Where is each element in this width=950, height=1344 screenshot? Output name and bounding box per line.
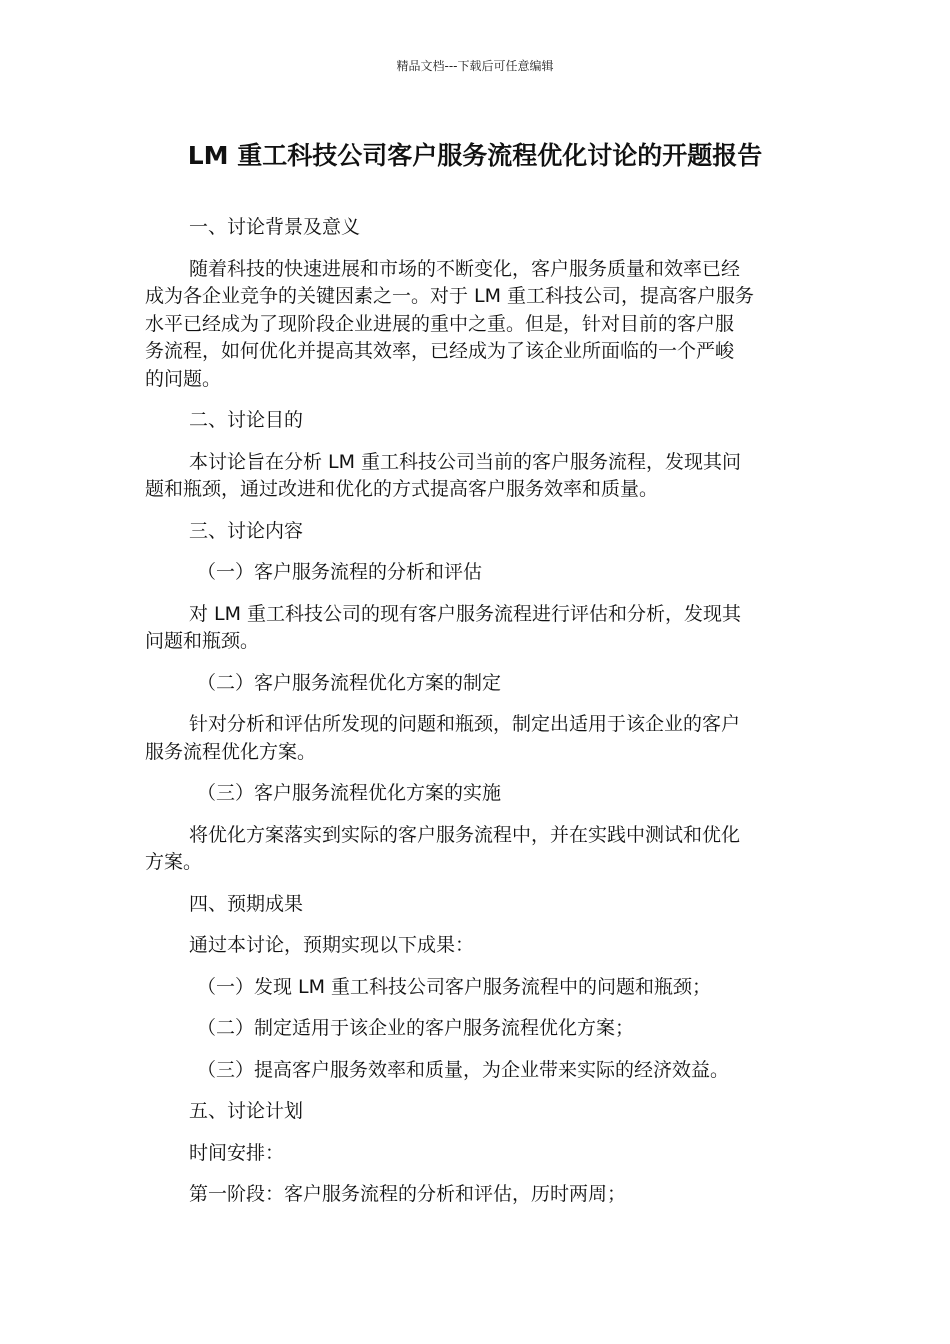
outcome-item: （一）发现 LM 重工科技公司客户服务流程中的问题和瓶颈； — [197, 975, 712, 998]
paragraph-line: 对 LM 重工科技公司的现有客户服务流程进行评估和分析，发现其 — [189, 602, 742, 625]
paragraph-line: 随着科技的快速进展和市场的不断变化，客户服务质量和效率已经 — [189, 257, 741, 280]
paragraph-plan-design — [145, 711, 807, 766]
paragraph-line: 题和瓶颈，通过改进和优化的方式提高客户服务效率和质量。 — [145, 478, 659, 500]
paragraph-line: 针对分析和评估所发现的问题和瓶颈，制定出适用于该企业的客户 — [189, 713, 741, 735]
document-title: LM 重工科技公司客户服务流程优化讨论的开题报告 — [187, 141, 763, 170]
paragraph-line: 成为各企业竞争的关键因素之一。对于 LM 重工科技公司，提高客户服务 — [145, 285, 755, 307]
paragraph-background — [145, 256, 807, 394]
paragraph-implementation — [145, 822, 807, 877]
paragraph-line: 水平已经成为了现阶段企业进展的重中之重。但是，针对目前的客户服 — [145, 312, 735, 335]
paragraph-line: 问题和瓶颈。 — [145, 630, 260, 652]
page-header: 精品文档---下载后可任意编辑 — [396, 59, 554, 73]
section-heading-schedule: 五、讨论计划 — [189, 1100, 304, 1122]
subheading-plan-design: （二）客户服务流程优化方案的制定 — [197, 671, 502, 694]
subheading-implementation: （三）客户服务流程优化方案的实施 — [197, 782, 502, 804]
outcome-item: （三）提高客户服务效率和质量，为企业带来实际的经济效益。 — [197, 1058, 730, 1081]
outcome-item: （二）制定适用于该企业的客户服务流程优化方案； — [197, 1017, 635, 1039]
paragraph-line: 服务流程优化方案。 — [145, 740, 317, 763]
paragraph-analysis — [145, 601, 807, 656]
paragraph-line: 方案。 — [145, 851, 203, 873]
paragraph-line: 本讨论旨在分析 LM 重工科技公司当前的客户服务流程，发现其问 — [189, 450, 742, 473]
document-body — [145, 214, 807, 1223]
subheading-analysis: （一）客户服务流程的分析和评估 — [197, 561, 483, 583]
schedule-label: 时间安排： — [189, 1141, 285, 1164]
outcomes-intro: 通过本讨论，预期实现以下成果： — [189, 934, 475, 956]
paragraph-line: 的问题。 — [145, 367, 222, 390]
section-heading-content: 三、讨论内容 — [189, 519, 304, 542]
schedule-phase: 第一阶段：客户服务流程的分析和评估，历时两周； — [189, 1183, 627, 1205]
paragraph-purpose — [145, 449, 807, 504]
section-heading-background: 一、讨论背景及意义 — [189, 216, 361, 238]
paragraph-line: 务流程，如何优化并提高其效率，已经成为了该企业所面临的一个严峻 — [145, 340, 735, 362]
paragraph-line: 将优化方案落实到实际的客户服务流程中，并在实践中测试和优化 — [189, 823, 741, 846]
section-heading-purpose: 二、讨论目的 — [189, 409, 304, 431]
section-heading-outcomes: 四、预期成果 — [189, 892, 304, 915]
